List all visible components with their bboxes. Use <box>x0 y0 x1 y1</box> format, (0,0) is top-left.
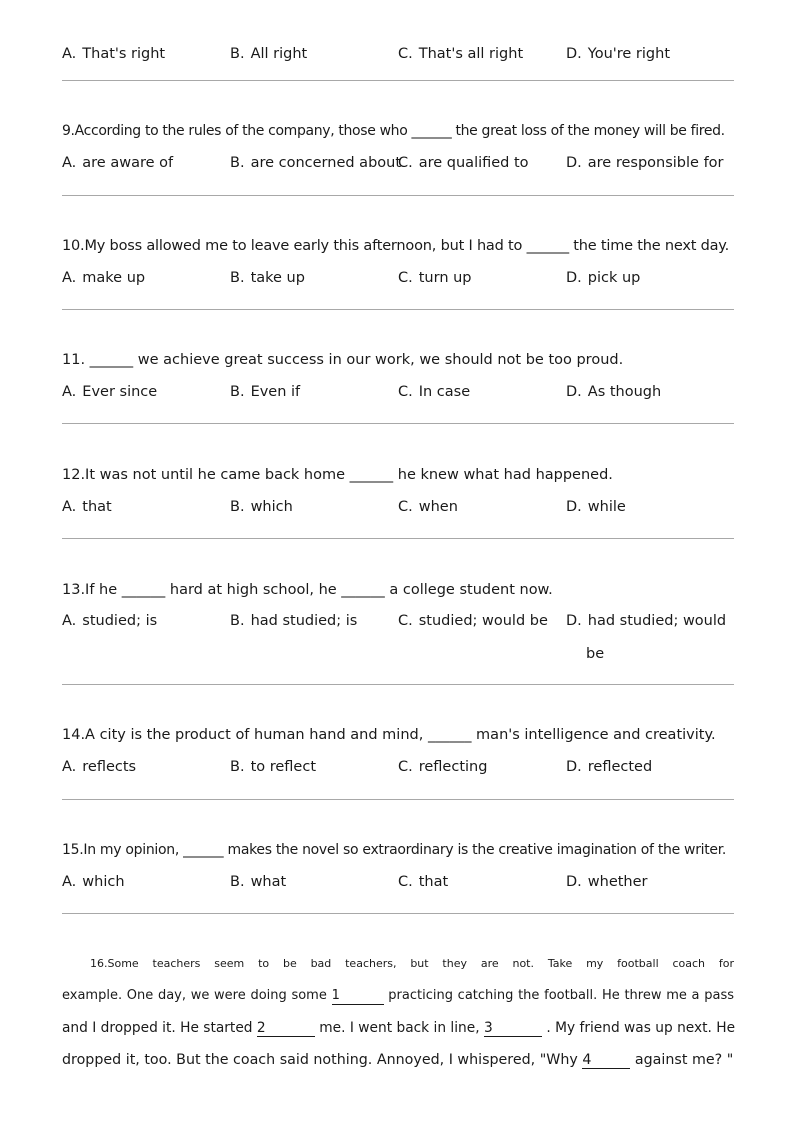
option-a[interactable]: A. studied; is <box>62 613 158 629</box>
blank-1[interactable]: 1 <box>332 988 384 1005</box>
option-c[interactable]: C. That's all right <box>398 46 524 62</box>
option-a[interactable]: A. reflects <box>62 759 137 775</box>
option-b[interactable]: B. All right <box>230 46 308 62</box>
option-c[interactable]: C. are qualified to <box>398 155 529 171</box>
option-a[interactable]: A. That's right <box>62 46 166 62</box>
option-b[interactable]: B. which <box>230 499 293 515</box>
options-row <box>62 153 734 173</box>
blank-3[interactable]: 3 <box>484 1020 542 1037</box>
option-a[interactable]: A. which <box>62 874 125 890</box>
question-stem: 9.According to the rules of the company, those who ______ the great loss of the money will be fired. <box>62 123 725 139</box>
divider <box>62 80 734 81</box>
question-stem: 15.In my opinion, ______ makes the novel so extraordinary is the creative imagination of the writer. <box>62 842 727 858</box>
options-row <box>62 382 734 402</box>
divider <box>62 913 734 914</box>
divider <box>62 799 734 800</box>
question-stem: 11. ______ we achieve great success in our work, we should not be too proud. <box>62 352 624 368</box>
option-b[interactable]: B. what <box>230 874 287 890</box>
option-c[interactable]: C. studied; would be <box>398 613 548 629</box>
option-d-continuation: be <box>586 646 605 662</box>
question-stem: 12.It was not until he came back home ______ he knew what had happened. <box>62 467 613 483</box>
options-row <box>62 497 734 517</box>
divider <box>62 309 734 310</box>
option-b[interactable]: B. Even if <box>230 384 301 400</box>
option-c[interactable]: C. that <box>398 874 449 890</box>
option-a[interactable]: A. are aware of <box>62 155 174 171</box>
divider <box>62 538 734 539</box>
divider <box>62 195 734 196</box>
option-d[interactable]: D. are responsible for <box>566 155 724 171</box>
blank-4[interactable]: 4 <box>582 1052 630 1069</box>
option-d[interactable]: D. reflected <box>566 759 653 775</box>
option-d[interactable]: D. while <box>566 499 626 515</box>
options-row <box>62 611 734 631</box>
option-c[interactable]: C. reflecting <box>398 759 488 775</box>
option-d[interactable]: D. You're right <box>566 46 671 62</box>
option-b[interactable]: B. take up <box>230 270 305 286</box>
question-stem: 14.A city is the product of human hand and mind, ______ man's intelligence and creativity. <box>62 727 716 743</box>
option-d[interactable]: D. whether <box>566 874 648 890</box>
option-d[interactable]: D. pick up <box>566 270 641 286</box>
divider <box>62 684 734 685</box>
option-b[interactable]: B. had studied; is <box>230 613 358 629</box>
options-row <box>62 44 734 64</box>
blank-2[interactable]: 2 <box>257 1020 315 1037</box>
options-row <box>62 268 734 288</box>
option-c[interactable]: C. turn up <box>398 270 472 286</box>
option-b[interactable]: B. are concerned about <box>230 155 402 171</box>
options-row <box>62 872 734 892</box>
question-stem: 13.If he ______ hard at high school, he ______ a college student now. <box>62 582 553 598</box>
passage-line-1: 16.Some teachers seem to be bad teachers, but they are not. Take my football coach for <box>90 957 734 970</box>
option-d[interactable]: D. As though <box>566 384 662 400</box>
passage-line-4: dropped it, too. But the coach said nothing. Annoyed, I whispered, "Why 4 against me? " <box>62 1052 734 1068</box>
option-c[interactable]: C. In case <box>398 384 471 400</box>
question-stem: 10.My boss allowed me to leave early this afternoon, but I had to ______ the time the next day. <box>62 238 730 254</box>
option-a[interactable]: A. make up <box>62 270 146 286</box>
option-a[interactable]: A. that <box>62 499 112 515</box>
option-c[interactable]: C. when <box>398 499 458 515</box>
passage-line-3: and I dropped it. He started 2 me. I went back in line, 3 . My friend was up next. He <box>62 1020 736 1036</box>
passage-line-2: example. One day, we were doing some 1 practicing catching the football. He threw me a pass <box>62 988 734 1003</box>
option-a[interactable]: A. Ever since <box>62 384 158 400</box>
option-d[interactable]: D. had studied; would <box>566 613 727 629</box>
options-row <box>62 757 734 777</box>
option-b[interactable]: B. to reflect <box>230 759 317 775</box>
divider <box>62 423 734 424</box>
